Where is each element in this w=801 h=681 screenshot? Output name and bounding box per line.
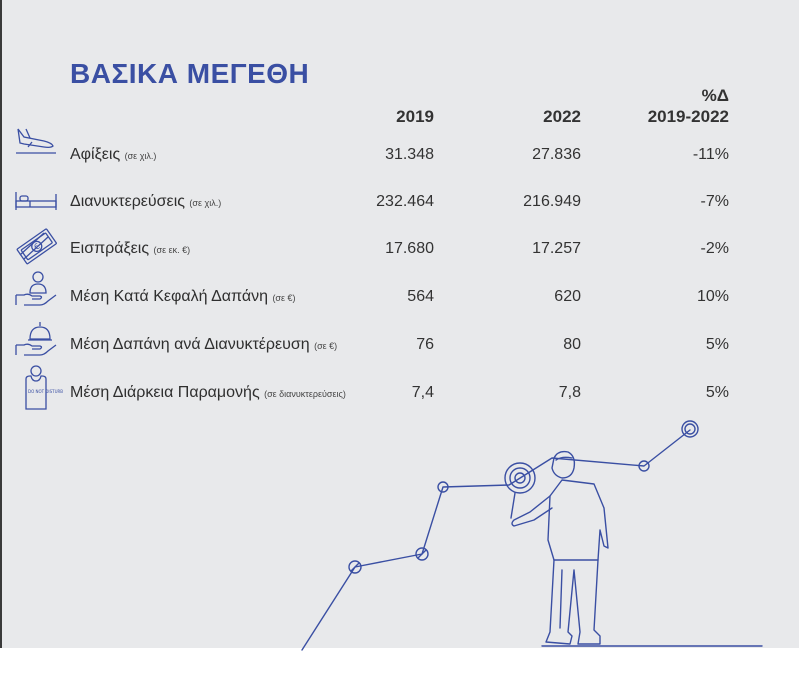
value-pct-change: -7% xyxy=(700,193,729,210)
money-icon xyxy=(14,225,60,270)
value-2019: 232.464 xyxy=(376,193,434,210)
value-2022: 7,8 xyxy=(558,384,581,401)
row-arrivals xyxy=(2,143,801,173)
header-2019: 2019 xyxy=(396,107,434,126)
value-2022: 620 xyxy=(554,288,581,305)
row-label: Εισπράξεις (σε εκ. €) xyxy=(70,240,191,257)
value-2022: 80 xyxy=(563,336,581,353)
svg-text:€: € xyxy=(32,241,42,252)
value-pct-change: 10% xyxy=(696,288,729,305)
value-2022: 17.257 xyxy=(532,240,581,257)
header-pct-symbol: %Δ xyxy=(701,86,729,105)
value-pct-change: 5% xyxy=(705,336,729,353)
value-2019: 31.348 xyxy=(385,146,434,163)
row-label: Αφίξεις (σε χιλ.) xyxy=(70,146,157,163)
page-title: ΒΑΣΙΚΑ ΜΕΓΕΘΗ xyxy=(70,58,310,89)
bed-icon xyxy=(14,190,58,217)
value-2022: 27.836 xyxy=(532,146,581,163)
value-pct-change: -11% xyxy=(692,146,729,163)
row-label: Μέση Δαπάνη ανά Διανυκτέρευση (σε €) xyxy=(70,336,338,353)
row-receipts xyxy=(2,237,801,267)
value-2019: 76 xyxy=(416,336,434,353)
value-2019: 17.680 xyxy=(385,240,434,257)
header-2022: 2022 xyxy=(543,107,581,126)
value-2022: 216.949 xyxy=(523,193,581,210)
service-bell-hand-icon xyxy=(14,319,60,364)
value-pct-change: -2% xyxy=(700,240,729,257)
value-pct-change: 5% xyxy=(705,384,729,401)
value-2019: 564 xyxy=(407,288,434,305)
row-label: Μέση Κατά Κεφαλή Δαπάνη (σε €) xyxy=(70,288,296,305)
growth-chart-illustration xyxy=(2,400,801,648)
person-in-hand-icon xyxy=(14,269,60,314)
airplane-arrival-icon xyxy=(14,123,58,164)
row-label: Μέση Διάρκεια Παραμονής (σε διανυκτερεύσεις) xyxy=(70,384,346,401)
row-label: Διανυκτερεύσεις (σε χιλ.) xyxy=(70,193,222,210)
row-spending-per-night xyxy=(2,333,801,363)
header-pct-range: 2019-2022 xyxy=(647,107,729,126)
row-per-capita-spending xyxy=(2,285,801,315)
door-sign-text: DO NOT DISTURB xyxy=(28,389,64,394)
value-2019: 7,4 xyxy=(411,384,434,401)
row-overnight-stays xyxy=(2,190,801,220)
